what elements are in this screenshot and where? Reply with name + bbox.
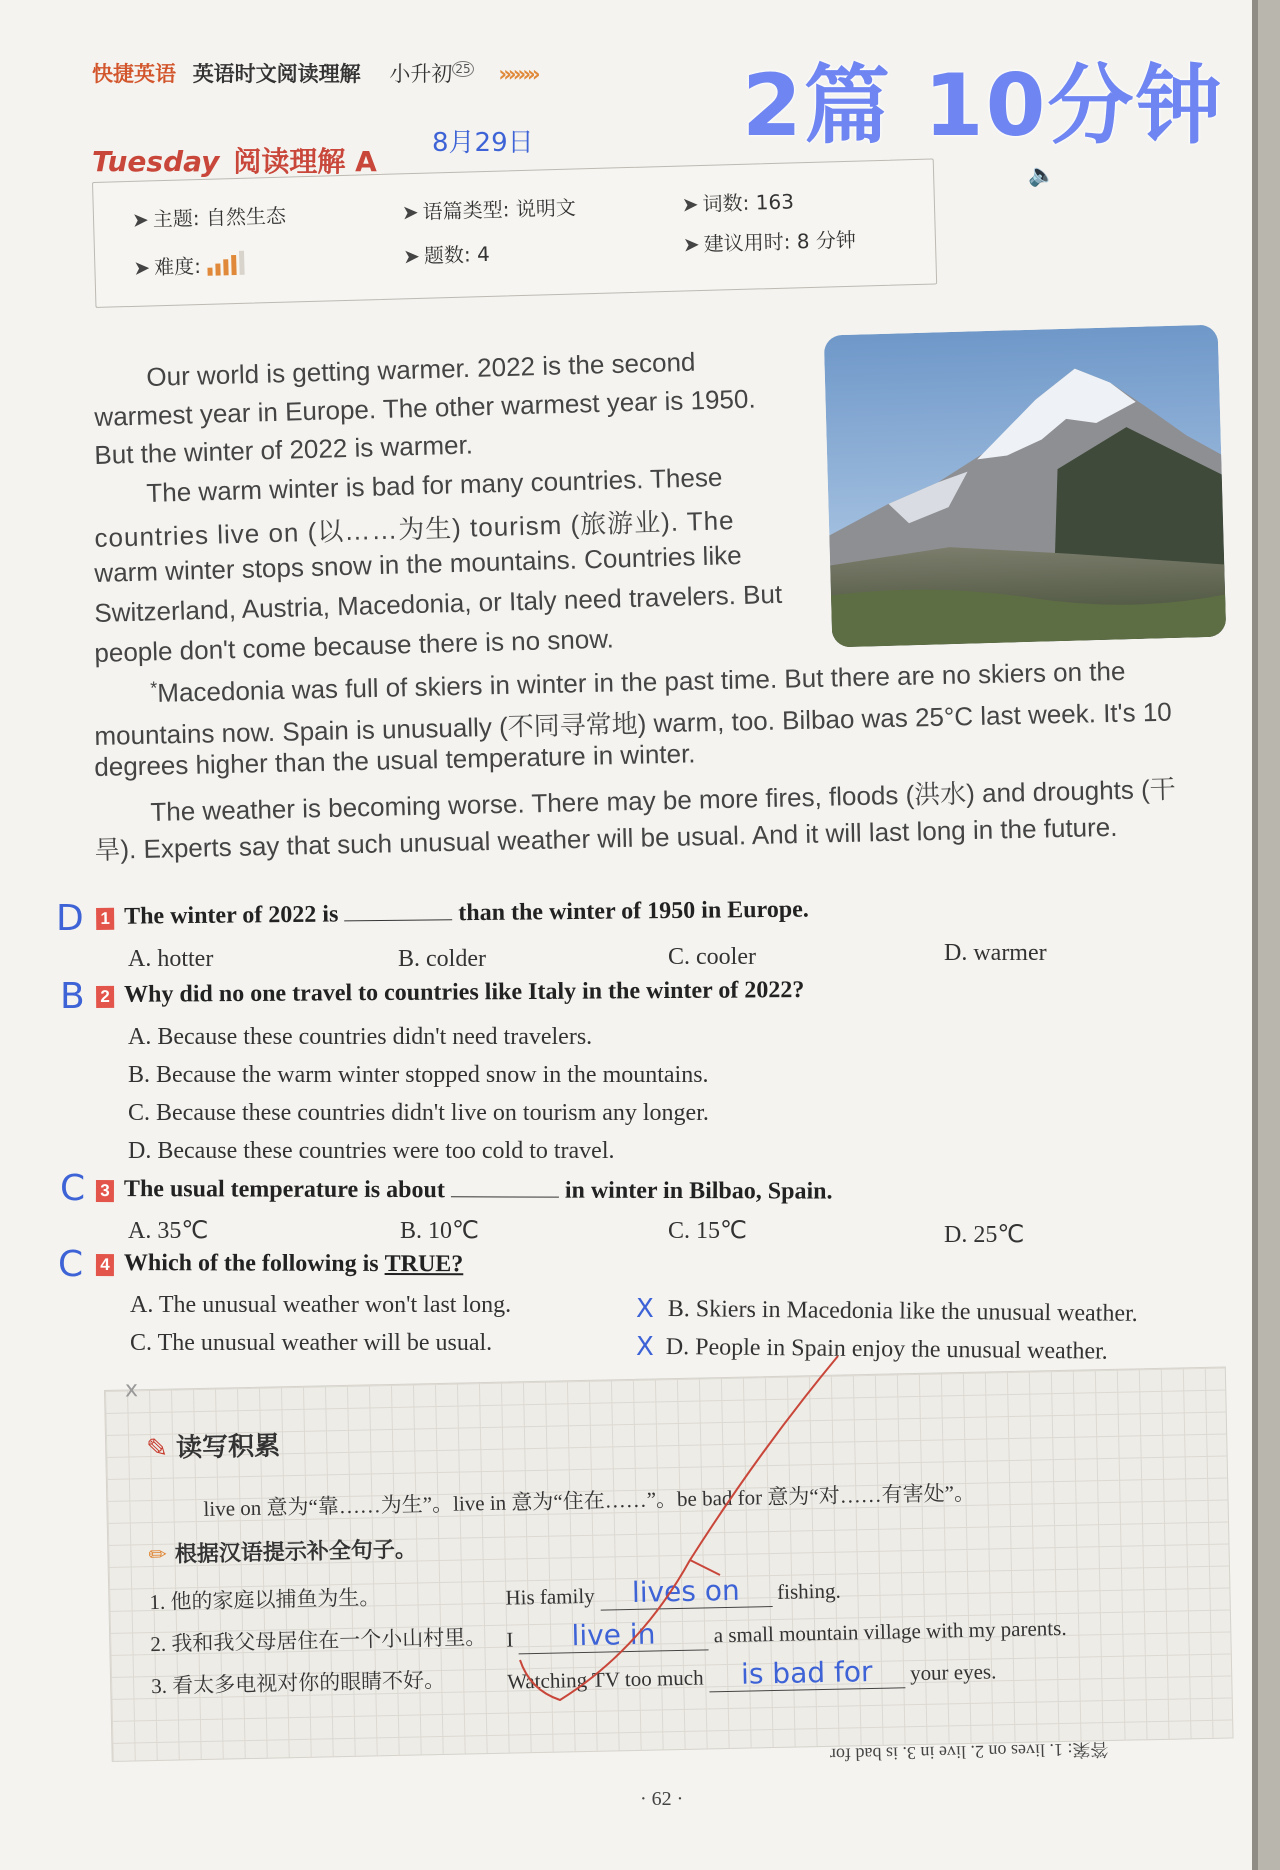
option: A. hotter xyxy=(128,946,214,972)
option: A. Because these countries didn't need travelers. xyxy=(128,1024,593,1050)
info-questions xyxy=(403,238,490,269)
card-note: live on 意为“靠……为生”。live in 意为“住在……”。be bad for 意为“对……有害处”。 xyxy=(203,1480,976,1521)
answer-blank xyxy=(344,919,452,921)
option: B. Because the warm winter stopped snow in the mountains. xyxy=(128,1062,709,1088)
card-subtitle-text: 根据汉语提示补全句子。 xyxy=(174,1537,418,1568)
chevron-right-icon: ➤ xyxy=(402,243,421,269)
option: D. Because these countries were too cold to travel. xyxy=(128,1138,615,1164)
handwritten-date: 8月29日 xyxy=(432,128,534,158)
book-header xyxy=(92,58,537,88)
grade-badge: 25 xyxy=(452,61,473,77)
question-number: 2 xyxy=(96,986,114,1008)
exercise-prefix: Watching TV too much xyxy=(506,1665,704,1694)
option: A. 35℃ xyxy=(128,1218,209,1244)
difficulty-bar xyxy=(238,251,244,275)
option: C. 15℃ xyxy=(668,1218,747,1244)
info-words xyxy=(681,185,794,217)
passage-line: The warm winter is bad for many countries. These xyxy=(146,461,723,508)
next-page-edge xyxy=(1258,0,1280,1870)
passage-line: The weather is becoming worse. There may be more fires, floods (洪水) and droughts (干 xyxy=(150,773,1177,827)
exercise-cn: 3. 看太多电视对你的眼睛不好。 xyxy=(150,1667,446,1699)
option: D. People in Spain enjoy the unusual weather. xyxy=(665,1334,1108,1365)
speaker-icon: 🔈 xyxy=(1028,162,1056,187)
question-stem: The usual temperature is about xyxy=(123,1176,445,1204)
passage-line-text: Macedonia was full of skiers in winter in the past time. But there are no skiers on the xyxy=(157,655,1126,708)
difficulty-bar xyxy=(207,268,212,276)
question-2 xyxy=(96,977,804,1009)
brand-name: 快捷英语 xyxy=(92,62,176,86)
option: B. 10℃ xyxy=(400,1218,479,1244)
chevron-right-icon: ➤ xyxy=(131,207,150,232)
card-title xyxy=(146,1425,281,1465)
handwritten-answer-3: C xyxy=(60,1168,86,1209)
chevron-right-icon: ➤ xyxy=(682,232,701,257)
option: C. The unusual weather will be usual. xyxy=(130,1330,493,1356)
passage-line: mountains now. Spain is unusually (不同寻常地) warm, too. Bilbao was 25°C last week. It's 10 xyxy=(94,696,1173,751)
pen-holder-icon: ✎ xyxy=(145,1433,169,1465)
passage-line: warmest year in Europe. The other warmest year is 1950. xyxy=(94,383,756,432)
info-box xyxy=(92,158,937,307)
handwritten-fill: lives on xyxy=(631,1573,741,1609)
exercise-suffix: your eyes. xyxy=(909,1659,997,1686)
passage-line: people don't come because there is no snow. xyxy=(94,623,615,668)
card-title-text: 读写积累 xyxy=(175,1431,281,1464)
handwritten-answer-4: C xyxy=(58,1244,84,1285)
answer-blank xyxy=(451,1196,559,1197)
question-number: 3 xyxy=(96,1180,114,1202)
question-3 xyxy=(96,1176,833,1206)
handwritten-fill: live in xyxy=(571,1617,656,1653)
lesson-day: Tuesday xyxy=(92,145,220,178)
question-stem: Which of the following is xyxy=(123,1250,379,1277)
chevron-right-icon: ➤ xyxy=(133,255,151,280)
exercise-suffix: fishing. xyxy=(776,1578,841,1604)
cross-mark-icon: X xyxy=(636,1332,654,1362)
passage-line: countries live on (以……为生) tourism (旅游业). The xyxy=(94,505,735,553)
question-stem: Why did no one travel to countries like Italy in the winter of 2022? xyxy=(123,977,805,1008)
passage-line: But the winter of 2022 is warmer. xyxy=(94,429,474,470)
arrows-icon: »»»» xyxy=(498,62,537,86)
passage-star: * xyxy=(150,677,158,698)
option: A. The unusual weather won't last long. xyxy=(130,1292,512,1318)
info-difficulty-text: 难度: xyxy=(153,253,202,280)
question-stem-end: than the winter of 1950 in Europe. xyxy=(458,896,809,927)
info-theme-text: 主题: 自然生态 xyxy=(152,203,287,232)
answer-blank xyxy=(600,1573,773,1611)
question-number: 4 xyxy=(96,1254,114,1276)
info-theme xyxy=(132,200,287,233)
info-words-text: 词数: 163 xyxy=(702,189,795,216)
answer-blank xyxy=(518,1616,709,1654)
option: B. Skiers in Macedonia like the unusual weather. xyxy=(667,1296,1138,1327)
exercise-en xyxy=(506,1609,1067,1655)
question-stem: The winter of 2022 is xyxy=(123,901,339,930)
page-number: · 62 · xyxy=(640,1788,684,1810)
cross-mark-icon: X xyxy=(636,1294,654,1324)
question-number: 1 xyxy=(96,908,114,930)
handwritten-answer-1: D xyxy=(56,898,84,939)
exercise-en xyxy=(505,1572,841,1613)
question-1 xyxy=(96,897,809,931)
info-genre-text: 语篇类型: 说明文 xyxy=(422,195,577,224)
option: C. Because these countries didn't live on tourism any longer. xyxy=(128,1100,709,1126)
question-4 xyxy=(96,1250,463,1278)
passage-line: degrees higher than the usual temperature in winter. xyxy=(94,738,696,782)
ring-icon: ⅹ xyxy=(124,1376,139,1402)
handwritten-answer-2: B xyxy=(60,976,85,1017)
option: D. 25℃ xyxy=(944,1222,1025,1248)
passage-line: Our world is getting warmer. 2022 is the second xyxy=(146,346,696,392)
option: B. colder xyxy=(398,946,486,972)
exercise-cn: 2. 我和我父母居住在一个小山村里。 xyxy=(150,1625,487,1657)
series-title: 英语时文阅读理解 xyxy=(192,62,361,86)
exercise-cn: 1. 他的家庭以捕鱼为生。 xyxy=(149,1585,381,1615)
option: D. warmer xyxy=(944,940,1047,966)
passage-line: warm winter stops snow in the mountains. Countries like xyxy=(94,539,742,588)
grade-label: 小升初 xyxy=(389,62,453,86)
difficulty-bar xyxy=(215,263,220,275)
card-subtitle xyxy=(148,1532,417,1569)
passage-line: Switzerland, Austria, Macedonia, or Italy need travelers. But xyxy=(94,578,783,628)
difficulty-bar xyxy=(231,255,237,275)
info-questions-text: 题数: 4 xyxy=(423,241,491,268)
chevron-right-icon: ➤ xyxy=(681,192,699,217)
exercise-suffix: a small mountain village with my parents. xyxy=(713,1615,1067,1648)
info-difficulty xyxy=(133,249,247,283)
exercise-prefix: I xyxy=(506,1627,514,1652)
answer-key-upside-down: 答案: 1. lives on 2. live in 3. is bad for xyxy=(829,1739,1109,1765)
difficulty-bars-icon xyxy=(207,251,248,281)
notes-card xyxy=(104,1367,1234,1762)
option: C. cooler xyxy=(668,944,756,970)
info-time-text: 建议用时: 8 分钟 xyxy=(703,227,857,256)
handwritten-fill: is bad for xyxy=(740,1654,873,1691)
answer-blank xyxy=(708,1654,905,1692)
info-time xyxy=(683,224,857,258)
exercise-prefix: His family xyxy=(505,1583,595,1610)
question-stem-emphasis: TRUE? xyxy=(384,1251,464,1278)
exercise-en xyxy=(507,1652,997,1696)
lesson-title xyxy=(92,140,377,180)
pencil-icon: ✏ xyxy=(148,1542,168,1569)
passage-line: 旱). Experts say that such unusual weather will be usual. And it will last long in the future. xyxy=(94,811,1118,865)
lesson-section: 阅读理解 A xyxy=(233,145,377,178)
chevron-right-icon: ➤ xyxy=(401,199,420,225)
mountain-photo xyxy=(824,325,1227,648)
difficulty-bar xyxy=(223,259,228,275)
time-stamp-overlay: 2篇 10分钟 xyxy=(742,56,1224,156)
info-genre xyxy=(402,192,577,226)
question-stem-end: in winter in Bilbao, Spain. xyxy=(564,1177,833,1205)
mountain-image xyxy=(824,325,1227,648)
